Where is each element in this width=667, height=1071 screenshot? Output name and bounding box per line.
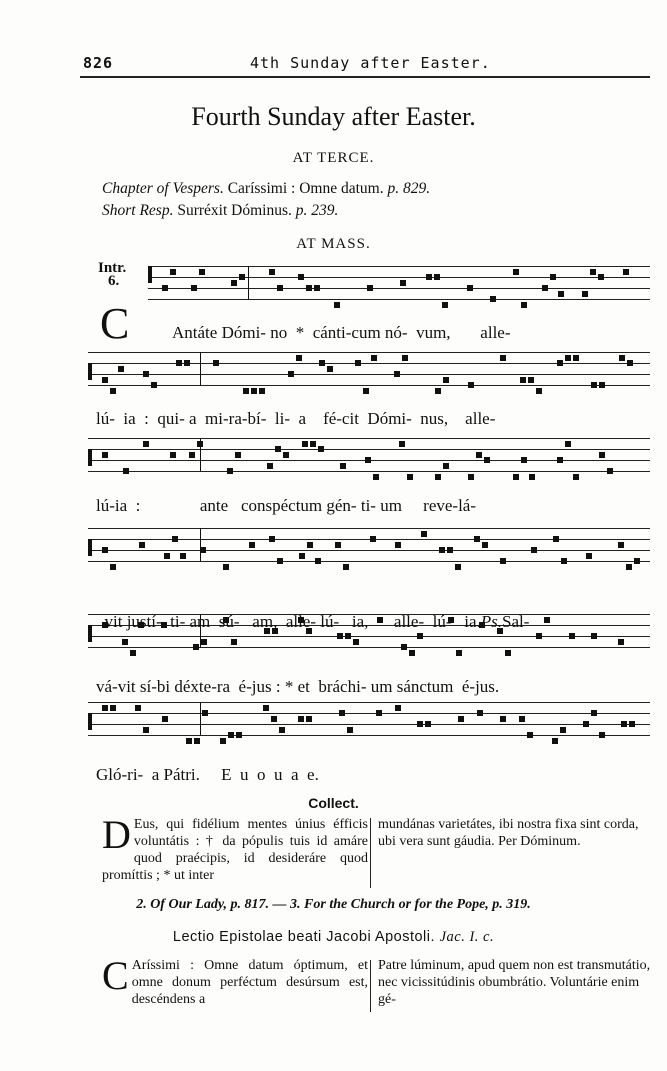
introit-label	[98, 262, 126, 288]
neume-note	[269, 536, 275, 542]
neume-note	[110, 705, 116, 711]
neume-note	[306, 285, 312, 291]
ps-label: Ps.	[480, 612, 503, 631]
chant-staff	[88, 528, 650, 572]
neume-note	[527, 732, 533, 738]
neume-note	[376, 710, 382, 716]
intr-mode: 6.	[108, 273, 120, 289]
neume-note	[409, 650, 415, 656]
neume-note	[251, 388, 257, 394]
neume-note	[306, 716, 312, 722]
neume-note	[327, 366, 333, 372]
neume-note	[599, 732, 605, 738]
chapter-page: p. 829.	[387, 180, 431, 197]
neume-note	[395, 542, 401, 548]
epistle-initial: C	[102, 953, 129, 998]
neume-note	[367, 285, 373, 291]
neume-note	[180, 553, 186, 559]
neume-note	[591, 633, 597, 639]
neume-note	[629, 721, 635, 727]
neume-note	[468, 382, 474, 388]
neume-note	[110, 388, 116, 394]
chant-staff	[148, 266, 650, 310]
staff-line	[148, 299, 650, 300]
neume-note	[102, 705, 108, 711]
chapter-reference	[102, 180, 430, 198]
staff-line	[88, 363, 650, 364]
neume-note	[186, 738, 192, 744]
neume-note	[189, 452, 195, 458]
neume-note	[296, 355, 302, 361]
chant-staff	[88, 702, 650, 746]
epistle-left-text: Aríssimi : Omne datum óptimum, et omne donum perféctum desúrsum est, descéndens a	[131, 958, 368, 1007]
epistle-right-column: Patre lúminum, apud quem non est transmutátio, nec vicissitúdinis obumbrátio. Voluntárie enim gé-	[378, 958, 651, 1007]
neume-note	[476, 452, 482, 458]
neume-note	[401, 644, 407, 650]
neume-note	[623, 269, 629, 275]
neume-note	[394, 371, 400, 377]
neume-note	[302, 441, 308, 447]
neume-note	[288, 371, 294, 377]
collect-left-text: Eus, qui fidélium mentes únius éfficis voluntátis : † da pópulis tuis id amáre quod praécipis, id desideráre quod promíttis ; * ut inter	[102, 817, 368, 883]
neume-note	[573, 474, 579, 480]
neume-note	[122, 639, 128, 645]
collect-left-column	[102, 812, 368, 884]
neume-note	[591, 710, 597, 716]
clef-icon	[88, 363, 92, 380]
neume-note	[521, 457, 527, 463]
staff-line	[88, 735, 650, 736]
neume-note	[340, 463, 346, 469]
neume-note	[513, 269, 519, 275]
lyric-text: vit justí- ti- am sú- am, alle- lú- ia, alle- lú- ia.	[104, 612, 481, 631]
staff-line	[88, 438, 650, 439]
neume-note	[151, 382, 157, 388]
neume-note	[164, 553, 170, 559]
neume-note	[557, 457, 563, 463]
neume-note	[565, 441, 571, 447]
neume-note	[521, 302, 527, 308]
neume-note	[598, 274, 604, 280]
lyric-line: lú- ia : qui- a mi-ra-bí- li- a fé-cit Dómi- nus, alle-	[96, 409, 496, 428]
neume-note	[599, 382, 605, 388]
neume-note	[102, 377, 108, 383]
staff-line	[88, 724, 650, 725]
neume-note	[363, 388, 369, 394]
neume-note	[220, 738, 226, 744]
neume-note	[484, 457, 490, 463]
neume-note	[343, 564, 349, 570]
neume-note	[426, 274, 432, 280]
neume-note	[227, 468, 233, 474]
neume-note	[202, 710, 208, 716]
collect-initial: D	[102, 812, 131, 857]
neume-note	[456, 650, 462, 656]
neume-note	[519, 716, 525, 722]
collect-heading: Collect.	[308, 795, 359, 811]
clef-icon	[88, 449, 92, 466]
staff-line	[88, 374, 650, 375]
neume-note	[318, 446, 324, 452]
neume-note	[626, 564, 632, 570]
staff-line	[148, 277, 650, 278]
neume-note	[231, 639, 237, 645]
neume-note	[417, 721, 423, 727]
neume-note	[553, 536, 559, 542]
neume-note	[634, 558, 640, 564]
neume-note	[335, 542, 341, 548]
bar-line	[200, 528, 201, 561]
chapter-label: Chapter of Vespers.	[102, 180, 224, 197]
bar-line	[200, 438, 201, 471]
neume-note	[618, 639, 624, 645]
neume-note	[536, 633, 542, 639]
neume-note	[627, 360, 633, 366]
neume-note	[439, 547, 445, 553]
neume-note	[130, 650, 136, 656]
neume-note	[544, 617, 550, 623]
neume-note	[259, 388, 265, 394]
neume-note	[277, 285, 283, 291]
neume-note	[184, 360, 190, 366]
clef-icon	[88, 625, 92, 642]
neume-note	[355, 360, 361, 366]
neume-note	[371, 355, 377, 361]
neume-note	[191, 285, 197, 291]
epistle-title: Lectio Epistolae beati Jacobi Apostoli.	[172, 929, 436, 945]
neume-note	[213, 360, 219, 366]
neume-note	[298, 274, 304, 280]
neume-note	[621, 721, 627, 727]
neume-note	[565, 355, 571, 361]
neume-note	[434, 274, 440, 280]
page-title: Fourth Sunday after Easter.	[191, 102, 476, 131]
neume-note	[319, 360, 325, 366]
clef-icon	[88, 539, 92, 556]
bar-line	[200, 352, 201, 385]
neume-note	[228, 732, 234, 738]
neume-note	[443, 463, 449, 469]
neume-note	[599, 452, 605, 458]
bar-line	[248, 266, 249, 299]
neume-note	[243, 388, 249, 394]
neume-note	[143, 727, 149, 733]
neume-note	[583, 721, 589, 727]
neume-note	[194, 738, 200, 744]
neume-note	[552, 738, 558, 744]
neume-note	[337, 633, 343, 639]
neume-note	[542, 285, 548, 291]
neume-note	[314, 285, 320, 291]
neume-note	[399, 441, 405, 447]
header-rule	[80, 76, 650, 78]
staff-line	[88, 352, 650, 353]
lyric-line: lú-ia : ante conspéctum gén- ti- um reve-lá-	[96, 496, 477, 515]
neume-note	[299, 553, 305, 559]
neume-note	[573, 355, 579, 361]
neume-note	[435, 474, 441, 480]
neume-note	[558, 291, 564, 297]
neume-note	[176, 360, 182, 366]
resp-page: p. 239.	[295, 202, 339, 219]
staff-line	[148, 288, 650, 289]
neume-note	[586, 553, 592, 559]
page-number: 826	[83, 54, 114, 72]
neume-note	[531, 547, 537, 553]
neume-note	[557, 360, 563, 366]
neume-note	[239, 274, 245, 280]
lyric-line: Antáte Dómi- no * cánti-cum nó- vum, alle-	[172, 323, 511, 342]
epistle-heading	[0, 929, 667, 946]
neume-note	[345, 633, 351, 639]
staff-line	[88, 528, 650, 529]
neume-note	[263, 705, 269, 711]
neume-note	[199, 269, 205, 275]
neume-note	[490, 296, 496, 302]
neume-note	[249, 542, 255, 548]
neume-note	[277, 558, 283, 564]
neume-note	[298, 716, 304, 722]
staff-line	[148, 266, 650, 267]
neume-note	[373, 474, 379, 480]
neume-note	[569, 633, 575, 639]
clef-icon	[88, 713, 92, 730]
neume-note	[442, 302, 448, 308]
neume-note	[170, 269, 176, 275]
neume-note	[223, 564, 229, 570]
resp-text: Surréxit Dóminus.	[173, 202, 292, 219]
neume-note	[421, 531, 427, 537]
neume-note	[500, 558, 506, 564]
neume-note	[500, 716, 506, 722]
neume-note	[162, 285, 168, 291]
running-title: 4th Sunday after Easter.	[250, 54, 491, 72]
neume-note	[561, 558, 567, 564]
neume-note	[417, 633, 423, 639]
neume-note	[402, 355, 408, 361]
neume-note	[102, 547, 108, 553]
staff-line	[88, 636, 650, 637]
neume-note	[110, 564, 116, 570]
neume-note	[482, 542, 488, 548]
neume-note	[447, 547, 453, 553]
neume-note	[458, 716, 464, 722]
neume-note	[582, 291, 588, 297]
neume-note	[267, 463, 273, 469]
neume-note	[474, 536, 480, 542]
neume-note	[307, 542, 313, 548]
neume-note	[500, 355, 506, 361]
staff-line	[88, 449, 650, 450]
staff-line	[88, 647, 650, 648]
intr-label: Intr.	[98, 260, 127, 276]
neume-note	[435, 388, 441, 394]
column-divider	[370, 818, 371, 888]
lyric-line	[96, 592, 529, 632]
neume-note	[139, 542, 145, 548]
neume-note	[550, 274, 556, 280]
staff-line	[88, 702, 650, 703]
neume-note	[529, 474, 535, 480]
neume-note	[619, 355, 625, 361]
epistle-left-column	[102, 953, 368, 1008]
neume-note	[102, 452, 108, 458]
neume-note	[468, 474, 474, 480]
neume-note	[443, 377, 449, 383]
chapter-text: Caríssimi : Omne datum.	[223, 180, 384, 197]
neume-note	[236, 732, 242, 738]
neume-note	[279, 727, 285, 733]
neume-note	[170, 452, 176, 458]
neume-note	[347, 727, 353, 733]
staff-line	[88, 713, 650, 714]
neume-note	[477, 710, 483, 716]
resp-label: Short Resp.	[102, 202, 174, 219]
neume-note	[275, 446, 281, 452]
neume-note	[231, 280, 237, 286]
chant-staff	[88, 352, 650, 396]
neume-note	[334, 302, 340, 308]
neume-note	[339, 710, 345, 716]
clef-icon	[148, 266, 152, 283]
neume-note	[143, 441, 149, 447]
neume-note	[135, 705, 141, 711]
neume-note	[271, 716, 277, 722]
column-divider	[370, 960, 371, 1012]
neume-note	[513, 474, 519, 480]
epistle-ref: Jac. I. c.	[439, 929, 495, 945]
neume-note	[353, 639, 359, 645]
mass-heading: AT MASS.	[296, 236, 371, 252]
lyric-line: vá-vit sí-bi déxte-ra é-jus : * et bráchi- um sánctum é-jus.	[96, 677, 500, 696]
neume-note	[505, 650, 511, 656]
short-resp-reference	[102, 202, 338, 220]
ps-text: Sal-	[502, 612, 530, 631]
neume-note	[536, 388, 542, 394]
neume-note	[310, 441, 316, 447]
neume-note	[283, 452, 289, 458]
neume-note	[520, 377, 526, 383]
commemorations: 2. Of Our Lady, p. 817. — 3. For the Church or for the Pope, p. 319.	[136, 897, 531, 912]
neume-note	[370, 536, 376, 542]
neume-note	[193, 644, 199, 650]
neume-note	[123, 468, 129, 474]
terce-heading: AT TERCE.	[292, 150, 375, 166]
chant-staff	[88, 438, 650, 482]
collect-right-column: mundánas varietátes, ibi nostra fixa sint corda, ubi vera sunt gáudia. Per Dóminum.	[378, 817, 639, 849]
neume-note	[315, 558, 321, 564]
lyric-line: Gló-ri- a Pátri. E u o u a e.	[96, 765, 319, 784]
neume-note	[400, 280, 406, 286]
neume-note	[607, 468, 613, 474]
staff-line	[88, 471, 650, 472]
neume-note	[118, 366, 124, 372]
neume-note	[201, 639, 207, 645]
neume-note	[395, 705, 401, 711]
staff-line	[88, 385, 650, 386]
neume-note	[528, 377, 534, 383]
neume-note	[425, 721, 431, 727]
neume-note	[143, 371, 149, 377]
neume-note	[560, 727, 566, 733]
neume-note	[365, 457, 371, 463]
neume-note	[407, 474, 413, 480]
chant-initial: C	[100, 299, 130, 348]
neume-note	[162, 716, 168, 722]
neume-note	[590, 269, 596, 275]
neume-note	[455, 564, 461, 570]
neume-note	[618, 542, 624, 548]
bar-line	[200, 702, 201, 735]
neume-note	[269, 269, 275, 275]
neume-note	[467, 285, 473, 291]
neume-note	[591, 382, 597, 388]
neume-note	[235, 452, 241, 458]
neume-note	[172, 536, 178, 542]
staff-line	[88, 550, 650, 551]
